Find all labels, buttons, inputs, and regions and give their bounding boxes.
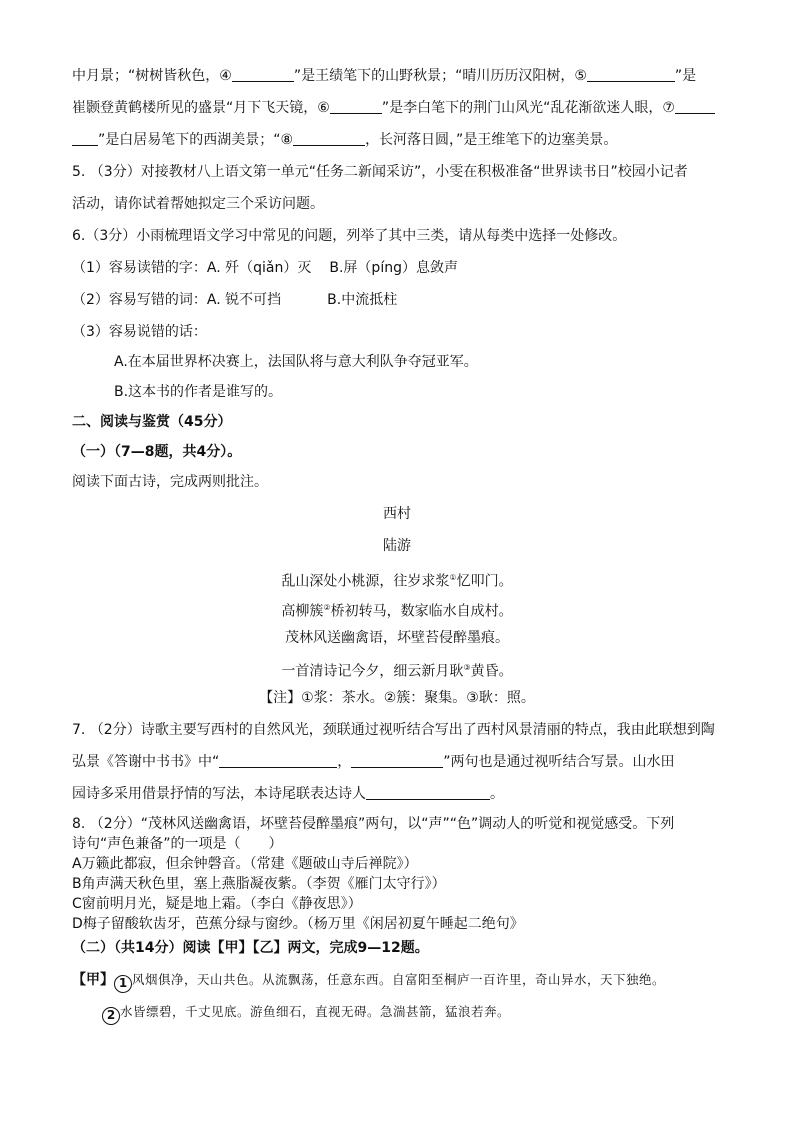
passage-tag: 【甲】 xyxy=(72,972,114,988)
poem-author: 陆游 xyxy=(383,538,411,554)
q7-text: ”两句也是通过视听结合写景。山水田 xyxy=(443,754,675,770)
q5-line-2: 活动，请你试着帮她拟定三个采访问题。 xyxy=(72,196,324,212)
footnote-marker: ③ xyxy=(463,663,471,672)
poem-text: 忆叩门。 xyxy=(456,573,513,590)
q7-line-2 xyxy=(72,752,675,772)
q8-line-2: 诗句“声色兼备”的一项是（ ） xyxy=(72,836,283,852)
q8-option-a[interactable]: A万籁此都寂，但余钟磬音。（常建《题破山寺后禅院》） xyxy=(72,856,418,872)
passage-text: 风烟俱净，天山共色。从流飘荡，任意东西。自富阳至桐庐一百许里，奇山异水，天下独绝。 xyxy=(132,972,666,987)
q4-text: ”是王绩笔下的山野秋景；“晴川历历汉阳树，⑤ xyxy=(293,68,587,84)
q4-line-1 xyxy=(72,66,696,86)
answer-blank-7-cont[interactable] xyxy=(72,131,98,146)
poem-line-4 xyxy=(72,658,722,682)
q4-text: ”是白居易笔下的西湖美景；“⑧ xyxy=(98,132,294,148)
poem-note: 【注】①浆：茶水。②簇：聚集。③耿：照。 xyxy=(259,690,535,706)
q6-option-b: B.这本书的作者是谁写的。 xyxy=(114,384,283,400)
q8-option-c[interactable]: C窗前明月光，疑是地上霜。（李白《静夜思》） xyxy=(72,896,362,912)
answer-blank-6[interactable] xyxy=(330,99,382,114)
q7-text: 园诗多采用借景抒情的写法，本诗尾联表达诗人 xyxy=(72,786,366,802)
poem-text: 高柳簇 xyxy=(281,603,324,620)
q4-text: ”是李白笔下的荆门山风光“乱花渐欲迷人眼，⑦ xyxy=(381,100,675,116)
section-heading: 二、阅读与鉴赏（45分） xyxy=(72,414,232,430)
q8-line-1: 8. （2分）“茂林风送幽禽语，坏壁苔侵醉墨痕”两句，以“声”“色”调动人的听觉和视觉感受。下列 xyxy=(72,816,675,832)
poem-line-3: 茂林风送幽禽语，坏壁苔侵醉墨痕。 xyxy=(285,630,509,646)
answer-blank-5[interactable] xyxy=(587,67,675,82)
poem-text: 乱山深处小桃源，往岁求浆 xyxy=(281,573,450,590)
passage-jia-para-2 xyxy=(102,1002,510,1025)
answer-blank-7[interactable] xyxy=(675,99,715,114)
answer-blank-7a[interactable] xyxy=(219,753,337,768)
q7-line-1: 7. （2分）诗歌主要写西村的自然风光，颈联通过视听结合写出了西村风景清丽的特点，我由此联想到陶 xyxy=(72,722,715,738)
q4-text: ”是 xyxy=(674,68,697,84)
q6-category-3: （3）容易说错的话： xyxy=(72,324,207,340)
q6-option: B.中流抵柱 xyxy=(327,292,398,308)
q6-option: B.屏（píng）息敛声 xyxy=(329,260,458,276)
q7-text: 弘景《答谢中书书》中“ xyxy=(72,754,220,770)
footnote-marker: ② xyxy=(323,603,331,612)
part2-heading: （二）（共14分）阅读【甲】【乙】两文，完成9—12题。 xyxy=(72,940,429,956)
part-heading: （一）（7—8题，共4分）。 xyxy=(72,444,242,460)
q6-stem: 6.（3分）小雨梳理语文学习中常见的问题，列举了其中三类，请从每类中选择一处修改。 xyxy=(72,228,627,244)
poem-text: 桥初转马，数家临水自成村。 xyxy=(330,603,513,620)
poem-line-1 xyxy=(72,568,722,592)
passage-text: 水皆缥碧，千丈见底。游鱼细石，直视无碍。急湍甚箭，猛浪若奔。 xyxy=(120,1004,511,1019)
poem-title: 西村 xyxy=(383,506,411,522)
answer-blank-8[interactable] xyxy=(293,131,365,146)
footnote-marker: ① xyxy=(449,573,457,582)
q6-option-a: A.在本届世界杯决赛上，法国队将与意大利队争夺冠亚军。 xyxy=(114,354,478,370)
q6-option: （1）容易读错的字：A. 歼（qiǎn）灭 xyxy=(72,260,312,276)
q4-text: ，长河落日圆，”是王维笔下的边塞美景。 xyxy=(365,132,618,148)
poem-line-2 xyxy=(72,598,722,622)
q7-line-3: 园诗多采用借景抒情的写法，本诗尾联表达诗人 。 xyxy=(72,786,504,802)
q5-line-1: 5. （3分）对接教材八上语文第一单元“任务二新闻采访”，小雯在积极准备“世界读书日”校园小记者 xyxy=(72,164,688,180)
q8-option-d[interactable]: D梅子留酸软齿牙，芭蕉分绿与窗纱。（杨万里《闲居初夏午睡起二绝句》 xyxy=(72,916,524,932)
paragraph-number: 2 xyxy=(102,1007,120,1025)
answer-blank-7b[interactable] xyxy=(351,753,443,768)
q6-option: （2）容易写错的词：A. 锐不可挡 xyxy=(72,292,282,308)
answer-blank-4[interactable] xyxy=(232,67,294,82)
q4-text: 崔颢登黄鹤楼所见的盛景“月下飞天镜，⑥ xyxy=(72,100,330,116)
paragraph-number: 1 xyxy=(114,975,132,993)
q4-line-3 xyxy=(72,130,617,150)
poem-text: 黄昏。 xyxy=(470,663,513,680)
q4-text: 中月景；“树树皆秋色，④ xyxy=(72,68,232,84)
q6-category-1 xyxy=(72,258,458,278)
answer-blank-7c[interactable] xyxy=(366,785,490,800)
instruction: 阅读下面古诗，完成两则批注。 xyxy=(72,474,268,490)
poem-text: 一首清诗记今夕，细云新月耿 xyxy=(281,663,464,680)
q4-line-2 xyxy=(72,98,715,118)
q8-option-b[interactable]: B角声满天秋色里，塞上燕脂凝夜紫。（李贺《雁门太守行》） xyxy=(72,876,446,892)
q7-text: ， xyxy=(337,754,352,770)
passage-jia-para-1 xyxy=(72,970,665,993)
q6-category-2 xyxy=(72,290,397,310)
